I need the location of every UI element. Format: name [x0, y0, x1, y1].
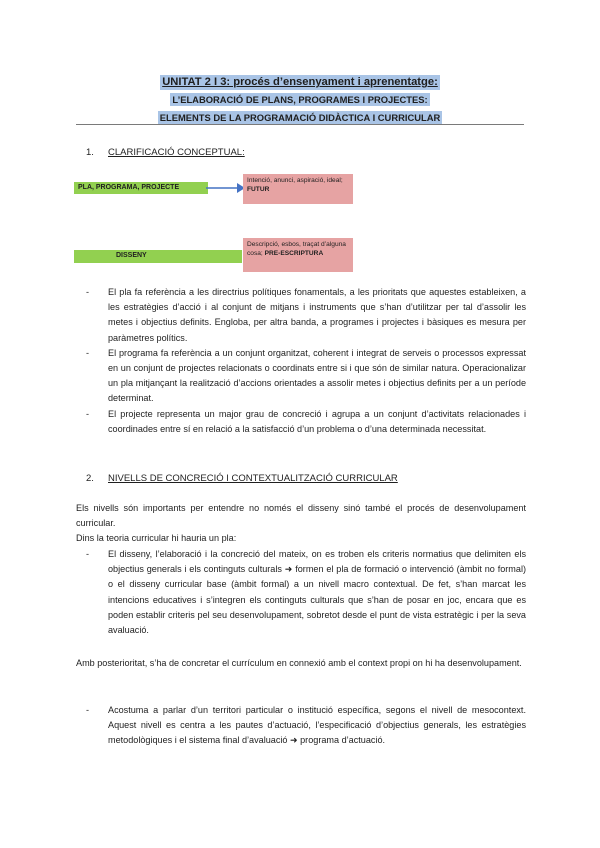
list-item	[86, 703, 526, 749]
section-1-bullet-list	[86, 285, 526, 437]
diagram-box-disseny: DISSENY	[74, 250, 242, 263]
bullet-dash: -	[86, 347, 90, 358]
list-item	[86, 547, 526, 638]
list-item	[86, 285, 526, 346]
bullet-dash: -	[86, 287, 90, 297]
bullet-text: El programa fa referència a un conjunt organitzat, coherent i integrat de serveis o processos expressat en un conjunt de projectes relacionats o coordinats entre si i que són de similar natura. Operacionalizar un pla mitjançant la realització d’accions orientades a assolir metes i objectius definits per a un període determinat.	[108, 347, 526, 404]
section-2-paragraph-2: Dins la teoria curricular hi hauria un pla:	[76, 533, 237, 543]
document-subtitle-2: ELEMENTS DE LA PROGRAMACIÓ DIDÀCTICA I CURRICULAR	[159, 112, 441, 123]
bullet-text: El pla fa referència a les directrius polítiques fonamentals, a les prioritats que aquestes estableixen, a les estratègies d’acció i al conjunt de mitjans i instruments que s’han d’utilitzar per tal d’assolir les metes i objectius definits. Engloba, per altra banda, a programes i projectes i bàsiques es mesura per paràmetres polítics.	[108, 287, 526, 343]
diagram-box-futur-text: Intenció, anunci, aspiració, ideal;	[247, 177, 343, 184]
section-1-title: CLARIFICACIÓ CONCEPTUAL:	[108, 147, 245, 158]
bullet-text: Acostuma a parlar d’un territori particular o institució específica, segons el nivell de mesocontext. Aquest nivell es centra a les pautes d’actuació, l’especificació d’objectius generals, les estratègies metodològiques i el sistema final d’avaluació ➜ programa d’actuació.	[108, 705, 526, 746]
bullet-dash: -	[86, 549, 90, 559]
bullet-dash: -	[86, 408, 90, 419]
section-2-number: 2.	[86, 473, 94, 484]
diagram-box-pla-programa-projecte: PLA, PROGRAMA, PROJECTE	[74, 182, 208, 194]
diagram-box-pre-escriptura-text: Descripció, esbos, traçat d’alguna cosa;	[247, 241, 346, 257]
section-1-number: 1.	[86, 147, 94, 158]
header-divider	[76, 124, 524, 125]
list-item	[86, 407, 526, 437]
diagram-box-futur	[243, 174, 353, 204]
bullet-text: El disseny, l’elaboració i la concreció del mateix, on es troben els criteris normatius que delimiten els objectius generals i els continguts culturals ➜ formen el pla de formació o intervenció (àmbit no formal) o el disseny curricular base (àmbit formal) a un nivell macro contextual. De fet, s’han marcat les intencions educatives i s’integren els continguts culturals que s’han de posar en joc, encara que es poden establir criteris pel seu desenvolupament, sobretot desde el punt de vista estratègic i per la seva avaluació.	[108, 549, 526, 636]
diagram-arrow-1	[206, 178, 246, 198]
list-item	[86, 346, 526, 407]
document-title: UNITAT 2 I 3: procés d’ensenyament i aprenentatge:	[162, 76, 438, 88]
diagram-box-futur-bold: FUTUR	[247, 185, 270, 193]
diagram-box-pre-escriptura-bold: PRE-ESCRIPTURA	[264, 249, 324, 257]
section-2-bullet-list-2	[86, 703, 526, 749]
section-2-paragraph-1: Els nivells són importants per entendre no només el disseny sinó també el procés de desenvolupament curricular.	[76, 503, 526, 529]
document-subtitle-1: L’ELABORACIÓ DE PLANS, PROGRAMES I PROJECTES:	[172, 94, 428, 105]
section-2-bullet-list-1	[86, 547, 526, 638]
section-2-title: NIVELLS DE CONCRECIÓ I CONTEXTUALITZACIÓ CURRICULAR	[108, 473, 398, 484]
section-2-paragraph-3: Amb posterioritat, s’ha de concretar el currículum en connexió amb el context propi on hi ha desenvolupament.	[76, 658, 522, 668]
bullet-dash: -	[86, 705, 90, 715]
diagram-box-pre-escriptura	[243, 238, 353, 272]
document-header	[0, 72, 600, 126]
bullet-text: El projecte representa un major grau de concreció i agrupa a un conjunt d’activitats relacionades i coordinades entre sí en relació a la satisfacció d’un problema o d’una determinada necessitat.	[108, 408, 526, 434]
